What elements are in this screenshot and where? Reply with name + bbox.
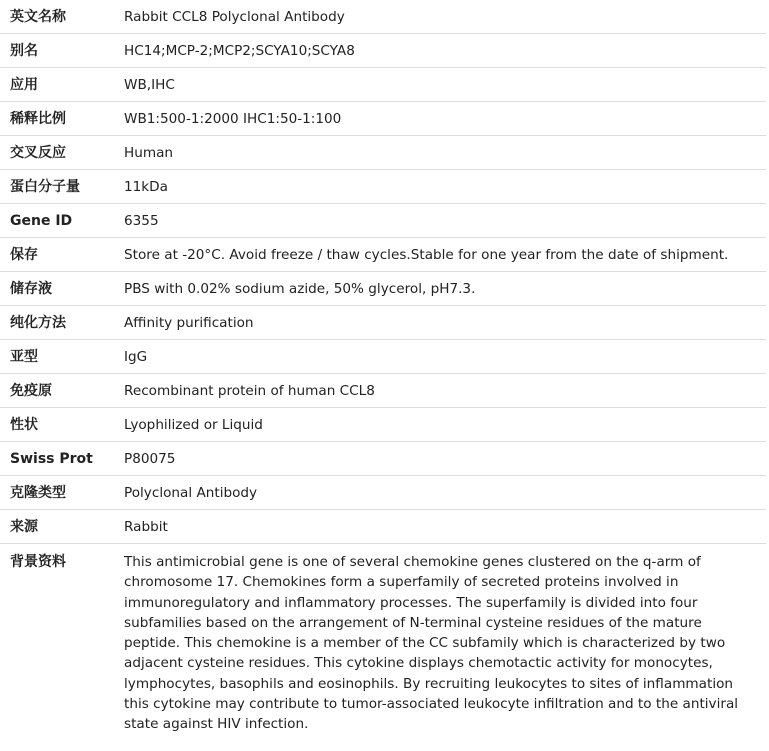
row-isotype (0, 340, 766, 374)
row-label: 纯化方法 (10, 315, 66, 331)
row-label: 来源 (10, 519, 38, 535)
row-value: PBS with 0.02% sodium azide, 50% glycerol, pH7.3. (124, 281, 476, 297)
row-label: 保存 (10, 247, 38, 263)
row-value: Recombinant protein of human CCL8 (124, 383, 375, 399)
row-application (0, 68, 766, 102)
row-value: Human (124, 145, 174, 161)
row-label: 免疫原 (10, 383, 52, 399)
row-label: 交叉反应 (10, 145, 66, 161)
row-gene-id (0, 204, 766, 238)
row-value: Store at -20°C. Avoid freeze / thaw cycles.Stable for one year from the date of shipment. (124, 247, 729, 263)
row-label: 应用 (10, 77, 38, 93)
row-immunogen (0, 374, 766, 408)
row-value: Polyclonal Antibody (124, 485, 258, 501)
row-label: 克隆类型 (10, 485, 66, 501)
row-english-name (0, 0, 766, 34)
row-label: Swiss Prot (10, 451, 93, 467)
row-molecular-weight (0, 170, 766, 204)
row-clonality (0, 476, 766, 510)
row-value: WB,IHC (124, 77, 175, 93)
row-value: P80075 (124, 451, 176, 467)
row-cross-reactivity (0, 136, 766, 170)
row-value: IgG (124, 349, 148, 365)
row-value: WB1:500-1:2000 IHC1:50-1:100 (124, 111, 342, 127)
row-label: 蛋白分子量 (10, 179, 80, 195)
row-storage (0, 238, 766, 272)
row-swiss-prot (0, 442, 766, 476)
row-form (0, 408, 766, 442)
row-value: Rabbit CCL8 Polyclonal Antibody (124, 9, 345, 25)
row-value: Rabbit (124, 519, 168, 535)
row-label: 储存液 (10, 281, 52, 297)
row-label: 稀释比例 (10, 111, 66, 127)
row-buffer (0, 272, 766, 306)
row-value: HC14;MCP-2;MCP2;SCYA10;SCYA8 (124, 43, 355, 59)
row-label: 别名 (10, 43, 38, 59)
row-host (0, 510, 766, 544)
row-value: 11kDa (124, 179, 168, 195)
row-label: 性状 (10, 417, 38, 433)
row-label: 英文名称 (10, 9, 66, 25)
row-value: Lyophilized or Liquid (124, 417, 263, 433)
row-background (0, 544, 766, 735)
row-value: 6355 (124, 213, 159, 229)
row-value: This antimicrobial gene is one of several chemokine genes clustered on the q-arm of chromosome 17. Chemokines form a superfamily of secreted proteins involved in immunoregulatory and inflammatory processes. The superfamily is divided into four subfamilies based on the arrangement of N-terminal cysteine residues of the mature peptide. This chemokine is a member of the CC subfamily which is characterized by two adjacent cysteine residues. This cytokine displays chemotactic activity for monocytes, lymphocytes, basophils and eosinophils. By recruiting leukocytes to sites of inflammation this cytokine may contribute to tumor-associated leukocyte infiltration and to the antiviral state against HIV infection. (124, 554, 739, 733)
row-alias (0, 34, 766, 68)
row-value: Affinity purification (124, 315, 254, 331)
row-purification (0, 306, 766, 340)
row-label: 背景资料 (10, 554, 66, 570)
row-label: 亚型 (10, 349, 38, 365)
row-label: Gene ID (10, 213, 73, 229)
row-dilution (0, 102, 766, 136)
